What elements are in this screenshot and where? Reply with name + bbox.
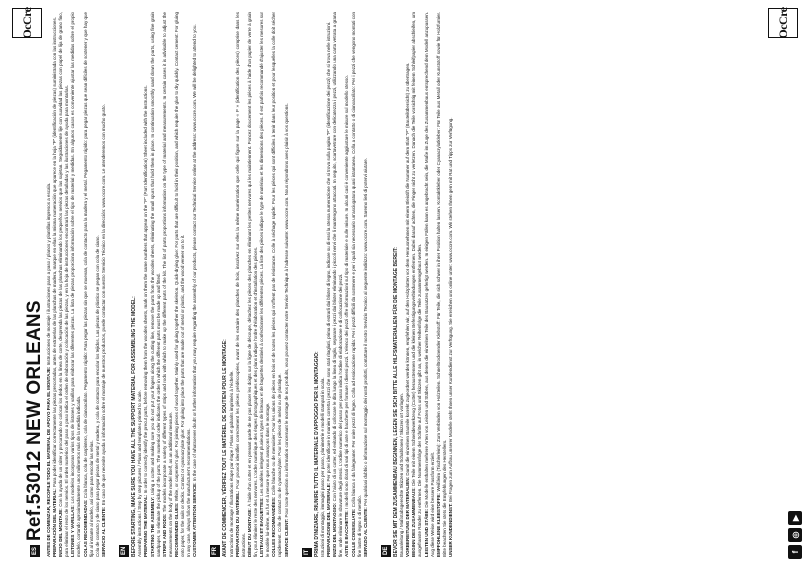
paragraph-label: COLLE CONSIGLIATE:: [350, 508, 356, 557]
paragraph: [174, 12, 186, 557]
occre-logo-bottom: OcCre: [768, 8, 798, 38]
paragraph-label: UNSER KUNDENDIENST:: [447, 503, 453, 557]
paragraph-text: In the case of whatsoever doubt or further information that you may require regarding the assembly of our products, please contact our Technical Service online at the address: www.occre.com. We will be delighted to attend to you.: [192, 24, 198, 482]
paragraph-text: Instrucciones de montaje / ilustraciones paso a paso / planos y plantillas impresos a escala.: [46, 182, 51, 366]
paragraph: [436, 12, 448, 557]
paragraph: [70, 12, 82, 557]
title-row: [24, 300, 46, 557]
section-title-line: AVANT DE COMMENCER, VÉRIFIEZ TOUT LE MATÉRIEL DE SOUTIEN POUR LE MONTAGE:: [222, 339, 229, 557]
paragraph-text: Die Teile mit einem Schneidewerkzeug (Cutter) heraustrennen und die kleinen Befestigungsverbindungen entfernen. Dabei darauf achten, die Finger nicht zu verletzen. Danach die Teile vorsichtig mit feinem Schleifpapier abschleifen, um ausgefranste Ränder zu entfernen. Die Nummernfolge der Schritte auf Fotos und Skizzen gibt an, in welcher Reihenfolge die Teile zusammengebaut werden.: [411, 12, 423, 557]
section-title-line: PRIMA D'INIZIARE, RIUNIRE TUTTO IL MATERIALE D'APPOGGIO PER IL MONTAGGIO:: [313, 351, 320, 557]
paragraph-label: SERVIZIO AL CLIENTE:: [362, 507, 368, 557]
paragraph-text: In order to correctly identify the precut parts, before removing them from the wooden sheets, mark on them the same numbers that appear on the "P" (Part Identification) Sheet included with the instructions.: [143, 85, 149, 494]
paragraph-text: Bauanleitung / Maßstabsgerechte Skizzen und Schablonen / Skizzen ort vorlagen.: [399, 393, 405, 557]
paragraph: [192, 12, 198, 557]
paragraph-label: SERVICE CLIENT:: [283, 518, 289, 557]
paragraph: [351, 12, 363, 557]
paragraph: [271, 12, 283, 557]
paragraph: [247, 12, 259, 557]
paragraph-text: Para poder identificar correctamente las piezas precortadas, antes de extraerlas de las planchas de madera, marque en ellas la misma numeración que aparece en la hoja "P" (identificación de piezas) suministrada con las instrucciones.: [52, 17, 58, 487]
paragraph: [448, 12, 454, 557]
section-title-line: BEFORE STARTING, MAKE SURE YOU HAVE ALL THE SUPPORT MATERIAL FOR ASSEMBLING THE MODEL:: [130, 296, 137, 557]
paragraph-text: Colla bianca o da falegname: Per unire pezzi di legno. Colla ad essiccazione rapida: Per i pezzi difficili da sostenere e per i quali sia necessario un'asciugatura quasi istantanea. Colla a contatto o di cianoacrilato: Per i pezzi che vengono montati con fine lastre di legno o di metallo.: [350, 12, 362, 557]
paragraph-text: Cola de contacto y de ciano para pegar piezas de metal y madera, y cola de contacto para encolar los tejidos. Las piezas de plástico se pegan con cola de ciano.: [94, 235, 100, 557]
paragraph-text: Pour toute question ou information concernant le montage de nos produits, vous pouvez contacter notre Service Technique à l'adresse suivante: www.occre.com. Nous répondrons avec plaisir à vos questions.: [283, 103, 289, 518]
paragraph-text: Weißleim (Tischlerleim): Zum Verbinden von Holzteilen. Schnelltrocknender Klebstoff: Für Teile, die sich schwer in ihrer Position halten lassen. Kontaktkleber oder Cyanacrylatkleber: Für Teile aus Metall oder Kunststoff sowie für Holzfurnier. Bitte beachten Sie stets die Empfehlungen des Herstellers.: [435, 12, 447, 557]
section-fr: [203, 12, 289, 557]
paragraph-label: EMPFOHLENE KLEBSTOFFE:: [435, 492, 441, 557]
youtube-icon[interactable]: ▶: [788, 511, 802, 525]
paragraph-label: LEISTEN UND STÄBE:: [423, 508, 429, 557]
lang-badge: FR: [212, 547, 219, 555]
paragraph-text: Damit die einzelnen Bauteile korrekt zugeordnet werden können, empfehlen wir, auf den Holzplatten vor dem Herausnehmen mit einem Bleistift die Nummer auf dem Blatt "P" (Bauteilübersicht) zu übertragen.: [405, 62, 411, 476]
paragraph-label: DÉBUT DU MONTAGE:: [246, 508, 252, 557]
occre-logo-top: OcCre: [12, 8, 42, 38]
section-de: [374, 12, 454, 557]
lang-badge: DE: [382, 546, 389, 555]
paragraph: [411, 12, 423, 557]
paragraph-label: STARTING THE ASSEMBLY:: [149, 496, 155, 557]
paragraph-label: INIZIO DEL MONTAGGIO:: [332, 502, 338, 557]
lang-badge: IT: [303, 549, 310, 555]
paragraph-text: Per qualsiasi dubbio o informazione sul montaggio dei nostri prodotti, contattare il nostro Servizio Tecnico al seguente indirizzo: www.occre.com. Saremo lieti di potervi aiutare.: [362, 157, 368, 506]
facebook-icon[interactable]: f: [788, 545, 802, 559]
section-heading: [374, 12, 392, 557]
page-title: Ref.53012 NEW ORLEANS: [24, 300, 45, 541]
paragraph: [363, 12, 369, 557]
paragraph: [259, 12, 271, 557]
paragraph-text: Bei Fragen zum Aufbau unserer Modelle steht Ihnen unser Kundendienst zur Verfügung. Sie erreichen uns online unter: www.occre.com. Wir stehen Ihnen gern mit Rat und Tipps zur Verfügung.: [447, 117, 453, 502]
paragraph-text: Colle blanche ou de menuisier: Pour les unions de pièces en bois et de toutes les pièces qui n'offrent pas de résistance. Colle à séchage rapide: Pour les pièces qui sont difficiles à tenir dans leur position et pour lesquelles la colle doit sécher rapidement. Colle de contact ou de cyanoacrylate: Pour les pièces de métal ou de plastique.: [271, 12, 283, 557]
paragraph-label: ASTE E BACCHETTE:: [344, 510, 350, 557]
paragraph: [101, 12, 107, 557]
paragraph-label: PREPARAZIONE DEL MATERIALE:: [326, 482, 332, 557]
paragraph-text: En caso de que necesite ayuda o información sobre el montaje de nuestros productos, puede contactar con nuestro Servicio Técnico en la dirección: www.occre.com. Le atenderemos con mucho gusto.: [100, 104, 106, 506]
paragraph: [424, 12, 436, 557]
paragraph-text: Con l'aiuto di un cutter, ed evitando di collocare le dita lungo la linea di taglio, separare i pezzi dai blister eliminando i piccoli nervi che li mantengono attaccati. In seguito, scartavetrare con delicatezza i pezzi, utilizzando una carta vetrata a grana fine, onde eliminare le sbavature degli stessi. L'ordine numerico del passo per passo indica l'ordine di elaborazione e di collocazione dei pezzi.: [332, 12, 344, 557]
paragraph-label: VORBEREITUNG DER MATERIALIEN:: [405, 476, 411, 557]
lang-badge: EN: [120, 546, 127, 555]
paragraph-text: Die Modelle enthalten mehrere Arten von Leisten und Stäben, aus denen die einzelnen Teile des Bausatzes gefertigt werden. In einigen Fällen kann es angebracht sein, die Maße im Zuge des Zusammenbaus entsprechend dem Modell anzupassen. Aug diese Weise wird eine bessere Passform erzielt.: [423, 12, 435, 557]
paragraph: [162, 12, 174, 557]
paragraph-label: COLAS RECOMENDADAS:: [82, 499, 88, 557]
paragraph-label: PRÉPARATION DU MATÉRIEL:: [234, 490, 240, 557]
section-heading: [112, 12, 130, 557]
paragraph: [150, 12, 162, 557]
paragraph-label: RECOMMENDED GLUES:: [173, 502, 179, 557]
paragraph-text: À l'aide d'un cutter et en prenant garde de ne pas placer les doigts sur la ligne de découpe, détachez les pièces des planches en éliminant les petites nervures qui les maintiennent. Poncez doucement les pièces à l'aide d'un papier de verre à grain fin, pour éliminer le reste des nervures. L'ordre numérique des étapes photographiques et des plans indique l'ordre d'élaboration et d'installation des pièces.: [246, 12, 259, 557]
paragraph: [332, 12, 344, 557]
paragraph-label: LISTONES Y VARILLAS:: [70, 505, 76, 557]
paragraph-text: Istruzioni di montaggio, immagini passo per passo, planimetrie e modelli stampati in scala.: [320, 377, 326, 557]
paragraph-label: CUSTOMER ATTENTION SERVICE:: [192, 482, 198, 557]
section-title-line: BEVOR SIE MIT DEM ZUSAMMENBAU BEGINNEN, LEGEN SIE SICH BITTE ALLE HILFSMATERIALIEN FÜR DIE MONTAGE BEREIT:: [392, 247, 399, 557]
paragraph: [235, 12, 247, 557]
section-heading: [203, 12, 221, 557]
paragraph-text: White, or carpenter's glue: For joining pieces of wood together. Mainly used for gluing together the skeleton. Quick-drying glue: For parts that are difficult to hold in their position, and which require the glue to dry quickly. Contact cement: For gluing onto paper, for the sails or decks. Contact or cyanoacrylate glue: For gluing into place the parts that are made out of metal or plastic, and the wood veneer on to it.: [173, 12, 185, 557]
paragraph-text: Using a cutter and making sure you do not put your fingers along the cutting line, remove the parts from the wooden sheets, eliminating the small spurs that hold them in place. In continuation smoothly sand down the parts, using fine grain sandpaper, to eliminate the pickup of the parts. The numerical order indicates the order in which the different parts must be made up and fitted.: [149, 12, 161, 557]
paragraph-label: PREPARACIÓN DEL MATERIAL:: [52, 488, 58, 557]
paragraph-text: Assembly instructions / Step by step pictures / Plans and templates printed to scale.: [137, 390, 143, 557]
social-links: [788, 511, 802, 559]
paragraph: [83, 12, 95, 557]
paragraph: [58, 12, 70, 557]
lang-badge-es-title: ES: [32, 546, 38, 555]
paragraph-text: In any case, always follow the manufacturer's recommendations.: [186, 428, 192, 557]
paragraph-label: STRIPS AND RODS:: [161, 513, 167, 557]
instagram-icon[interactable]: ◎: [788, 528, 802, 542]
paragraph-text: Los modelos incorporan varios tipos de listones y varillas para elaborar las diferentes piezas. La lista de piezas proporciona información sobre el tipo de material y medidas. En algunos casos es conveniente ajustar las medidas sobre el propio modelo, cortando aproximadamente unos milímetros más de la medida indicada.: [70, 12, 82, 557]
paragraph-text: Cola blanca, cola de carpintero, cola de cianoacrilato. Pegamento rápido: Para pegar las piezas sin que se muevan, cola de contacto para la madera y el metal. Pegamento rápido: para pegar piezas que sean difíciles de sostener y que hay que fijar al instante al modelo, así como para encolar las velas.: [82, 12, 94, 557]
paragraph-text: Pour pouvoir identifier correctement les pièces prédécoupées, avant de les extraire des planches de bois, inscrivez sur elles la même numérotation que celle qui figure sur la page « P » (identification des pièces) comprise dans les instructions.: [234, 12, 246, 557]
sections-container: [46, 12, 459, 557]
paragraph-text: Les modèles intègrent plusieurs types de listeaux et de baguettes destinés à confectionner les différentes pièces. La liste des pièces indique le type de matériau et les dimensions des pièces. Il est parfois recommandé d'ajuster les mesures sur le modèle lui-même, au fur et à mesure que nous avançons dans le montage.: [259, 12, 271, 557]
paragraph-label: INICIO DEL MONTAJE:: [58, 508, 64, 557]
section-it: [295, 12, 369, 557]
paragraph-label: BEGINN DES ZUSAMMENBAUS:: [411, 487, 417, 557]
section-es: [46, 12, 107, 557]
paragraph-text: Instructions de montage / Illustrations étape par étape / Plans et gabarits imprimés à l'échelle.: [228, 370, 234, 557]
paragraph-label: PREPARING THE MATERIAL:: [143, 494, 149, 557]
paragraph-label: COLLES RECOMMANDÉES:: [271, 496, 277, 557]
section-heading: [295, 12, 313, 557]
paragraph: [284, 12, 290, 557]
paragraph-label: LISTEAUX ET BAGUETTES:: [259, 497, 265, 557]
paragraph-label: ANTES DE COMENZAR, RECOPILE TODO EL MATERIAL DE APOYO PARA EL MONTAJE:: [46, 366, 51, 557]
paragraph-text: Con la ayuda de un cúter y procurando no colocar los dedos en la línea de corte, desprenda las piezas de las planchas eliminando los pequeños nervios que las sujetan. Seguidamente lije con suavidad las piezas con papel de lija de grano fino, para eliminar el resto de los nervios. El orden numérico del paso a paso indica el orden de elaboración y colocación de las piezas, y en la hoja de instrucciones encontrará las piezas detalladas y las ilustraciones de ayuda para montarlas.: [58, 12, 70, 557]
section-en: [112, 12, 198, 557]
paragraph-text: Per poter identificare in maniera corretta i pezzi che sono stati ritagliati, prima di estrarli dai blister di legno, indicare su di essi la stessa numerazione che si trova sulla pagina "P" (identificazione dei pezzi) che si trova nelle istruzioni.: [326, 22, 332, 482]
paragraph-text: I modelli sono dotati di vari tipi di aste e bacchette per formare i diversi pezzi. L'elenco dei pezzi offre informazioni sul tipo di materiale e sulle misure. In alcuni casi è conveniente aggiustare le misure sul modello stesso.: [344, 74, 350, 509]
paragraph-label: SERVICIO AL CLIENTE:: [100, 506, 106, 557]
paragraph-text: The models incorporate a variety of different types of strips and rods with which to make up the different parts of the kit. The list of parts proportions information on the type of material and measurements. In certain cases it is advisable to adjust the measurements on the body of the model itself, as an additional measure.: [161, 11, 173, 557]
